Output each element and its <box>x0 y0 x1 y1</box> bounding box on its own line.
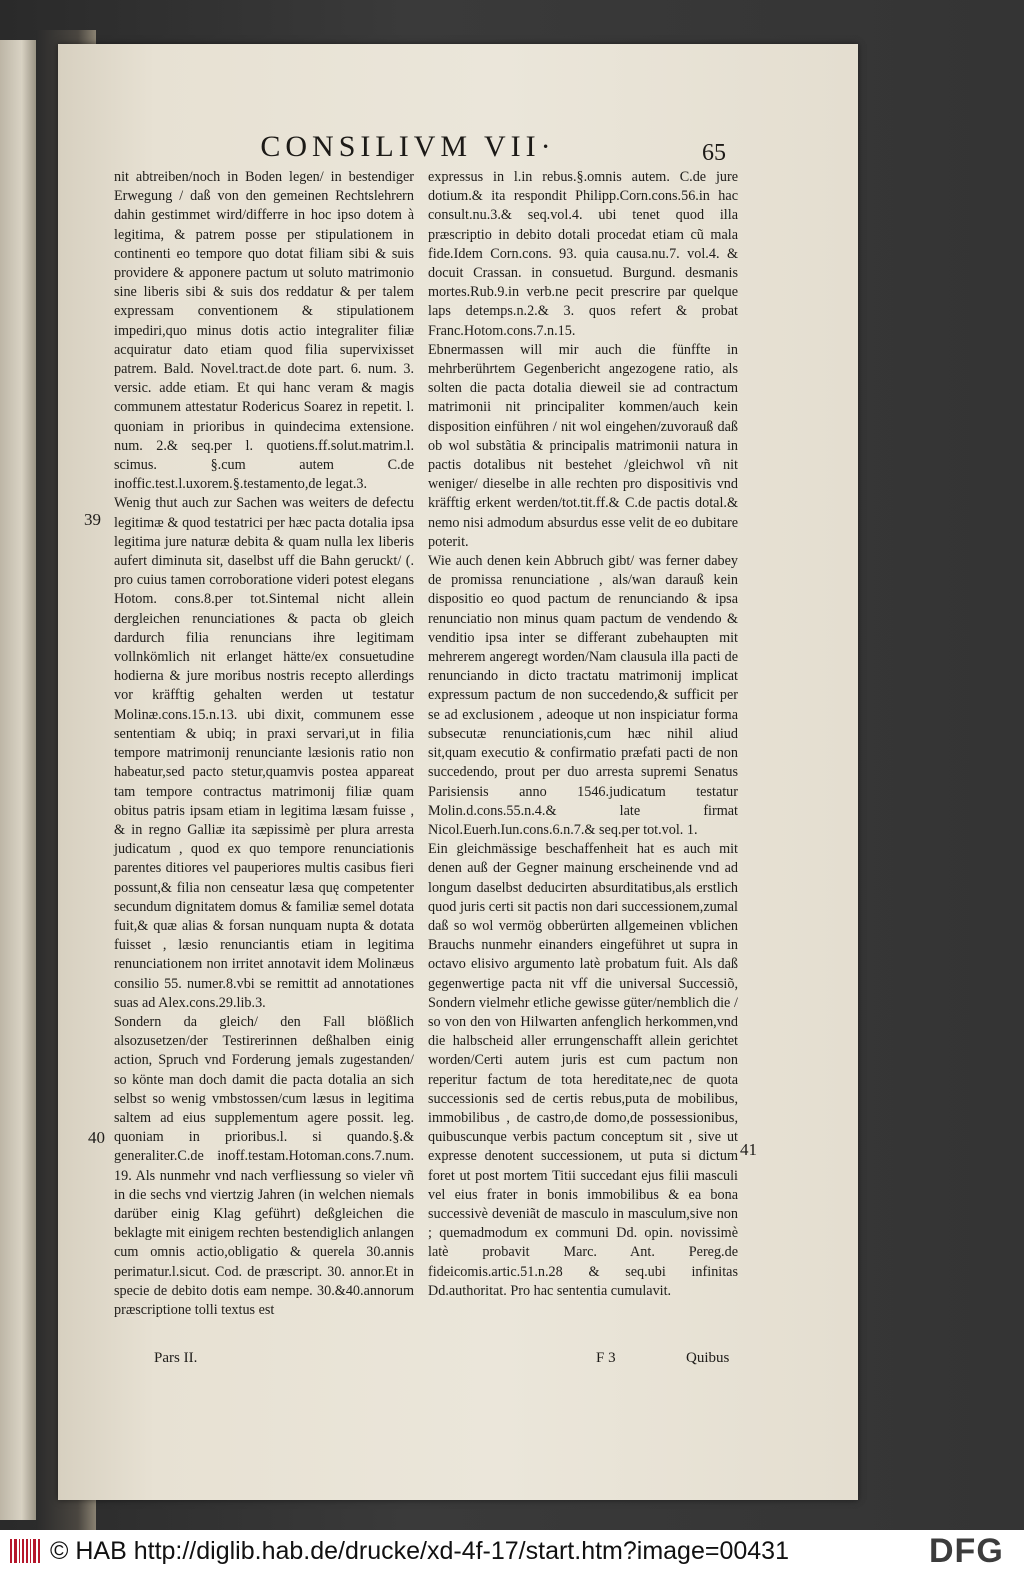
barcode-icon <box>10 1539 40 1563</box>
paragraph: Ebnermassen will mir auch die fünffte in mehrberührtem Gegenbericht angezogene ratio, als solten die pacta dotalia dieweil sie ad contractum matrimonii nit principaliter kommen/auch kein disposition einführen / nit wol eingehen/zuvorauß daß ob wol substãtia & principalis matrimonii natura in pactis dotalibus nit bestehet /gleichwol vñ nit weniger/ dieselbe in alle rechten pro dispositivis vnd kräfftig erkent werden/tot.tit.ff.& C.de pactis dotal.& nemo nisi admodum absurdus esse velit de eo dubitare poterit. <box>428 341 738 550</box>
paragraph: Wie auch denen kein Abbruch gibt/ was ferner dabey de promissa renunciatione , als/wan darauß kein dispositio eo quod pactum de renunciando & ipsa renunciatio non minus quam pactum de vendendo & venditio ipsa inter se differant zubehaupten mit mehrerem angeregt worden/Nam clausula illa pacti de renunciando in dicto tractatu matrimonij implicat expressum pactum de non succedendo,& sufficit per se ad exclusionem , adeoque ut non inspiciatur forma subsecutæ renunciationis,cum hæc nihil aliud sit,quam executio & confirmatio præfati pacti de non succedendo, prout per duo arresta supremi Senatus Parisiensis anno 1546.judicatum testatur Molin.d.cons.55.n.4.& late firmat Nicol.Euerh.Iun.cons.6.n.7.& seq.per tot.vol. 1. <box>428 553 738 838</box>
paragraph: Ein gleichmässige beschaffenheit hat es auch mit denen auß der Gegner mainung erscheinende vnd ad longum daselbst deducirten absurditatibus,als erstlich quod juris certi sit pactis non dari successionem,zumal daß so wol vermög obberürten allgemeinen vblichen Brauchs nunmehr einanders eingeführet ut supra in octavo elisivo argumento latè probatum fuit. Als daß gegenwertige pacta nit vff die universal Successiõ, Sondern vielmehr etliche gewisse güter/nemblich die / so von den von Hilwarten anfenglich herkommen,vnd die halbscheid aller errungenschafft allein gerichtet worden/Certi autem juris est cum pactum non reperitur factum de tota hereditate,nec de quota successionis sed de certis rebus,puta de mobilibus, immobilibus , de castro,de domo,de possessionibus, quibuscunque verbis pactum conceptum sit , sive ut expresse denotent successionem, ut puta si dictum foret ut post mortem Titii succedant ejus filii masculi vel eius frater in bonis immobilibus & ea bona successivè deveniãt de masculo in masculum,sive non ; quemadmodum ex communi Dd. opin. novissimè latè probavit Marc. Ant. Pereg.de fideicomis.artic.51.n.28 & seq.ubi infinitas Dd.authoritat. Pro hac sententia cumulavit. <box>428 841 738 1299</box>
right-text-column <box>428 168 738 1301</box>
margin-number-40: 40 <box>88 1128 105 1147</box>
paragraph: Wenig thut auch zur Sachen was weiters de defectu legitimæ & quod testatrici per hæc pacta dotalia ipsa legitima jure naturæ debita & quam nulla lex liberis aufert diminuta sit, daselbst uff die Bahn geruckt/ (. pro cuius tamen corroboratione videri potest elegans Hotom. cons.8.per tot.Sintemal nicht allein dergleichen renunciationes & pacta ob gleich dardurch filia renuncians ihre legitimam vollnkömlich nit erlanget hätte/ex consuetudine hodierna & jure moribus nostris recepto allerdings vor kräfftig gehalten werden ut testatur Molinæ.cons.15.n.13. ubi dixit, communem esse sententiam & ubiq; in praxi servari,ut in filia tempore matrimonij renunciante læsionis ratio non habeatur,sed pacto stetur,quamvis postea appareat tam tempore contractus matrimonij filiæ quam obitus patris ipsam etiam in legitima læsam fuisse , & in regno Galliæ ita sæpissimè per plura arresta judicatum , quod ex quo tempore renunciationis parentes ditiores vel pauperiores multis casibus fieri possunt,& filia non censeatur læsa quę competenter secundum dignitatem domus & familiæ semel dotata fuit,& quæ alias & forsan nunquam nupta & dotata fuisset , læsio renunciantis etiam in legitima renunciationem non irritet annotavit idem Molinæus consilio 55. numer.8.vbi se remittit ad annotationes suas ad Alex.cons.29.lib.3. <box>114 495 414 1011</box>
left-text-column <box>114 168 414 1320</box>
paragraph: expressus in l.in rebus.§.omnis autem. C.de jure dotium.& ita respondit Philipp.Corn.cons.56.in hac consult.nu.3.& seq.vol.4. ubi tenet quod illa præscriptio in debito dotali procedat etiam cũ mala fide.Idem Corn.cons. 93. quia causa.nu.7. vol.4. & docuit Crassan. in consuetud. Burgund. desmanis mortes.Rub.9.in verb.ne pecit prescrire par quelque laps detemps.n.2.& 3. quos refert & probat Franc.Hotom.cons.7.n.15. <box>428 169 738 339</box>
paragraph: Sondern da gleich/ den Fall blößlich alsozusetzen/der Testirerinnen deßhalben einig action, Spruch vnd Forderung jemals zugestanden/ so könte man doch damit die pacta dotalia an sich selbst so wenig vmbstossen/cum læsus in legitima saltem ad eius supplementum agere possit. leg. quoniam in prioribus.l. si quando.§.& generaliter.C.de inoff.testam.Hotoman.cons.7.num. 19. Als nunmehr vnd nach verfliessung so vieler vñ in die sechs vnd viertzig Jahren (in welchen niemals darüber einig Klag geführt) deßgleichen die beklagte mit einigem rechten bestendiglich anlangen cum omnis actio,obligatio & querela 30.annis perimatur.l.sicut. Cod. de præscript. 30. annor.Et in specie de debito dotis eam nempe. 30.&40.annorum præscriptione tolli textus est <box>114 1013 414 1318</box>
footer-signature: F 3 <box>596 1350 616 1366</box>
page-number: 65 <box>702 140 726 166</box>
previous-page-edge <box>0 40 36 1520</box>
footer-catchword: Quibus <box>686 1350 730 1366</box>
page-header-title: CONSILIVM VII· <box>260 130 556 163</box>
dfg-logo: DFG <box>929 1532 1004 1570</box>
paragraph: nit abtreiben/noch in Boden legen/ in bestendiger Erwegung / daß von den gemeinen Rechtslehrern dahin gestimmet wird/differre in hoc ipso dotem à legitima, & patrem posse per stipulationem in continenti eo tempore quo dotat filiam sibi & suis providere & apponere pactum ut soluto matrimonio sine liberis sibi & suis dos reddatur & per talem expressam conventionem & stipulationem impediri,quo minus dotis actio integraliter filiæ acquiratur dato etiam quod filia supervixisset patrem. Bald. Novel.tract.de dote part. 6. num. 3. versic. adde etiam. Et qui hanc veram & magis communem attestatur Rodericus Soarez in repetit. l. quoniam in prioribus in quindecima extensione. num. 2.& seq.per l. quotiens.ff.solut.matrim.l. scimus. §.cum autem C.de inoffic.test.l.uxorem.§.testamento,de legat.3. <box>114 169 414 493</box>
credit-link[interactable]: © HAB http://diglib.hab.de/drucke/xd-4f-17/start.htm?image=00431 <box>50 1537 789 1565</box>
footer-part: Pars II. <box>154 1350 198 1366</box>
margin-number-41: 41 <box>740 1140 757 1159</box>
margin-number-39: 39 <box>84 510 101 529</box>
